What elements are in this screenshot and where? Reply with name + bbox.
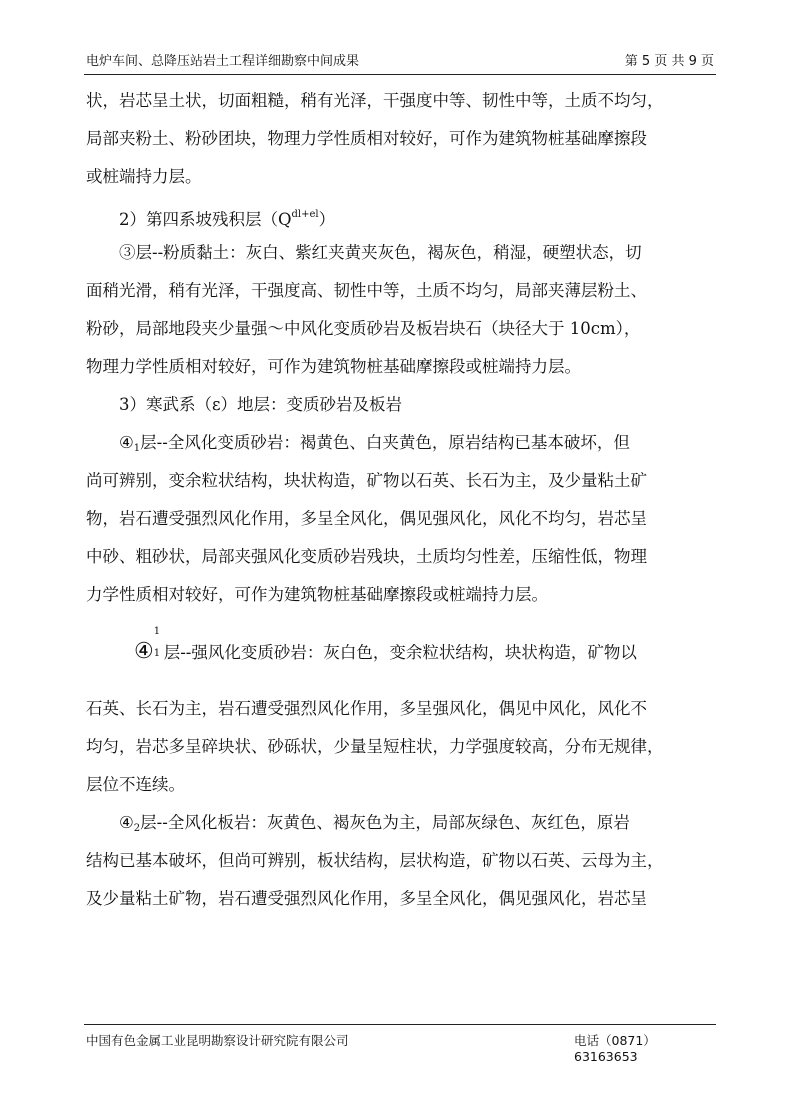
layer-4-1-1-first-line (86, 614, 722, 690)
text-line: 或桩端持力层。 (86, 167, 202, 186)
layer-text: 层--全风化变质砂岩：褐黄色、白夹黄色，原岩结构已基本破坏，但 (140, 433, 630, 452)
layer-subscript: 1 (133, 443, 141, 454)
section-heading-quaternary (86, 196, 722, 234)
layer-4-2-first-line (86, 804, 722, 842)
header-page-info: 第 5 页 共 9 页 (624, 54, 714, 69)
text-line: 力学性质相对较好，可作为建筑物桩基础摩擦段或桩端持力层。 (86, 585, 548, 604)
footer-divider (84, 1024, 716, 1025)
heading-superscript: dl+el (291, 209, 319, 220)
document-body (86, 82, 722, 918)
layer-circle-number: ④ (119, 813, 134, 832)
layer-4-1-first-line (86, 424, 722, 462)
text-line: 尚可辨别，变余粒状结构，块状构造，矿物以石英、长石为主，及少量粘土矿 (86, 471, 647, 490)
layer-subscript: 1 (153, 648, 161, 659)
text-line: 物理力学性质相对较好，可作为建筑物桩基础摩擦段或桩端持力层。 (86, 357, 581, 376)
text-line: 石英、长石为主，岩石遭受强烈风化作用，多呈强风化，偶见中风化，风化不 (86, 699, 647, 718)
section-heading-cambrian: 3）寒武系（ε）地层：变质砂岩及板岩 (119, 395, 403, 414)
text-line: 粉砂，局部地段夹少量强～中风化变质砂岩及板岩块石（块径大于 10cm）， (86, 319, 641, 338)
heading-close: ） (318, 210, 336, 229)
text-line: 结构已基本破坏，但尚可辨别，板状结构，层状构造，矿物以石英、云母为主， (86, 851, 664, 870)
layer-stacked-index (153, 626, 164, 660)
layer-circle-number: ④ (119, 433, 134, 452)
header-title: 电炉车间、总降压站岩土工程详细勘察中间成果 (86, 54, 360, 69)
text-line: 物，岩石遭受强烈风化作用，多呈全风化，偶见强风化，风化不均匀，岩芯呈 (86, 509, 647, 528)
text-line: 局部夹粉土、粉砂团块，物理力学性质相对较好，可作为建筑物桩基础摩擦段 (86, 129, 647, 148)
header-divider (84, 74, 716, 75)
layer-text: 层--强风化变质砂岩：灰白色，变余粒状结构，块状构造，矿物以 (163, 643, 637, 662)
layer-superscript: 1 (153, 626, 161, 637)
page-footer (86, 1031, 714, 1064)
text-line: 层位不连续。 (86, 775, 185, 794)
text-line: 面稍光滑，稍有光泽，干强度高、韧性中等，土质不均匀，局部夹薄层粉土、 (86, 281, 647, 300)
layer-circle-number: ④ (134, 639, 154, 664)
footer-organization: 中国有色金属工业昆明勘察设计研究院有限公司 (86, 1033, 349, 1048)
footer-phone: 电话（0871）63163653 (574, 1033, 656, 1064)
page-header (86, 50, 714, 72)
text-line: 中砂、粗砂状，局部夹强风化变质砂岩残块，土质均匀性差，压缩性低，物理 (86, 547, 647, 566)
layer-subscript: 2 (133, 823, 141, 834)
layer-text: 层--全风化板岩：灰黄色、褐灰色为主，局部灰绿色、灰红色，原岩 (140, 813, 630, 832)
heading-text: 2）第四系坡残积层（Q (119, 210, 292, 229)
text-line: ③层--粉质黏土：灰白、紫红夹黄夹灰色，褐灰色，稍湿，硬塑状态，切 (119, 243, 642, 262)
text-line: 状，岩芯呈土状，切面粗糙，稍有光泽，干强度中等、韧性中等，土质不均匀， (86, 91, 664, 110)
text-line: 均匀，岩芯多呈碎块状、砂砾状，少量呈短柱状，力学强度较高，分布无规律， (86, 737, 664, 756)
text-line: 及少量粘土矿物，岩石遭受强烈风化作用，多呈全风化，偶见强风化，岩芯呈 (86, 889, 647, 908)
